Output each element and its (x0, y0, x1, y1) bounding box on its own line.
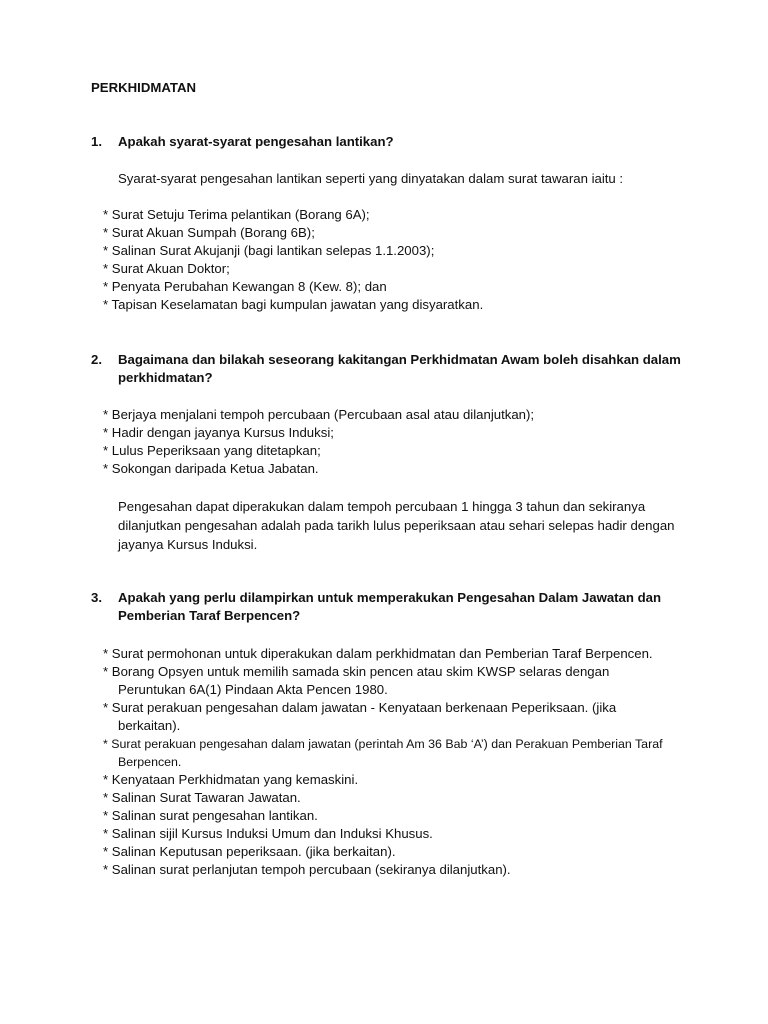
list-item: * Berjaya menjalani tempoh percubaan (Percubaan asal atau dilanjutkan); (103, 407, 535, 422)
question-2-list (103, 406, 663, 478)
list-item: * Surat perakuan pengesahan dalam jawatan - Kenyataan berkenaan Peperiksaan. (jika berkaitan). (103, 700, 617, 733)
question-3 (91, 589, 691, 625)
question-number: 3. (91, 590, 102, 605)
list-item: * Surat Setuju Terima pelantikan (Borang 6A); (103, 207, 370, 222)
list-item: * Sokongan daripada Ketua Jabatan. (103, 461, 319, 476)
question-number: 1. (91, 134, 102, 149)
question-text: Apakah syarat-syarat pengesahan lantikan? (118, 134, 394, 149)
list-item: * Borang Opsyen untuk memilih samada skin pencen atau skim KWSP selaras dengan Peruntukan 6A(1) Pindaan Akta Pencen 1980. (103, 664, 610, 697)
list-item: * Salinan Keputusan peperiksaan. (jika berkaitan). (103, 844, 396, 859)
question-text: Bagaimana dan bilakah seseorang kakitangan Perkhidmatan Awam boleh disahkan dalam perkhidmatan? (118, 352, 681, 385)
list-item: * Salinan surat pengesahan lantikan. (103, 808, 318, 823)
list-item: * Surat Akuan Sumpah (Borang 6B); (103, 225, 315, 240)
question-2-paragraph: Pengesahan dapat diperakukan dalam tempoh percubaan 1 hingga 3 tahun dan sekiranya dilanjutkan pengesahan adalah pada tarikh lulus peperiksaan atau sehari selepas hadir dengan jayanya Kursus Induksi. (118, 499, 675, 552)
list-item: * Penyata Perubahan Kewangan 8 (Kew. 8); dan (103, 279, 387, 294)
list-item: * Salinan sijil Kursus Induksi Umum dan Induksi Khusus. (103, 826, 433, 841)
list-item: * Salinan Surat Tawaran Jawatan. (103, 790, 301, 805)
list-item: * Surat perakuan pengesahan dalam jawatan (perintah Am 36 Bab ‘A’) dan Perakuan Pemberian Taraf Berpencen. (103, 737, 663, 769)
list-item: * Surat Akuan Doktor; (103, 261, 230, 276)
section-title: PERKHIDMATAN (91, 80, 197, 95)
list-item: * Tapisan Keselamatan bagi kumpulan jawatan yang disyaratkan. (103, 297, 484, 312)
question-1 (91, 133, 691, 151)
list-item: * Kenyataan Perkhidmatan yang kemaskini. (103, 772, 359, 787)
question-1-intro: Syarat-syarat pengesahan lantikan seperti yang dinyatakan dalam surat tawaran iaitu : (118, 171, 624, 186)
question-number: 2. (91, 352, 102, 367)
list-item: * Lulus Peperiksaan yang ditetapkan; (103, 443, 321, 458)
list-item: * Surat permohonan untuk diperakukan dalam perkhidmatan dan Pemberian Taraf Berpencen. (103, 646, 653, 661)
question-1-list (103, 206, 663, 314)
list-item: * Salinan Surat Akujanji (bagi lantikan selepas 1.1.2003); (103, 243, 435, 258)
question-3-list (103, 645, 663, 879)
question-text: Apakah yang perlu dilampirkan untuk memperakukan Pengesahan Dalam Jawatan dan Pemberian Taraf Berpencen? (118, 590, 662, 623)
list-item: * Hadir dengan jayanya Kursus Induksi; (103, 425, 334, 440)
list-item: * Salinan surat perlanjutan tempoh percubaan (sekiranya dilanjutkan). (103, 862, 511, 877)
question-2 (91, 351, 691, 387)
